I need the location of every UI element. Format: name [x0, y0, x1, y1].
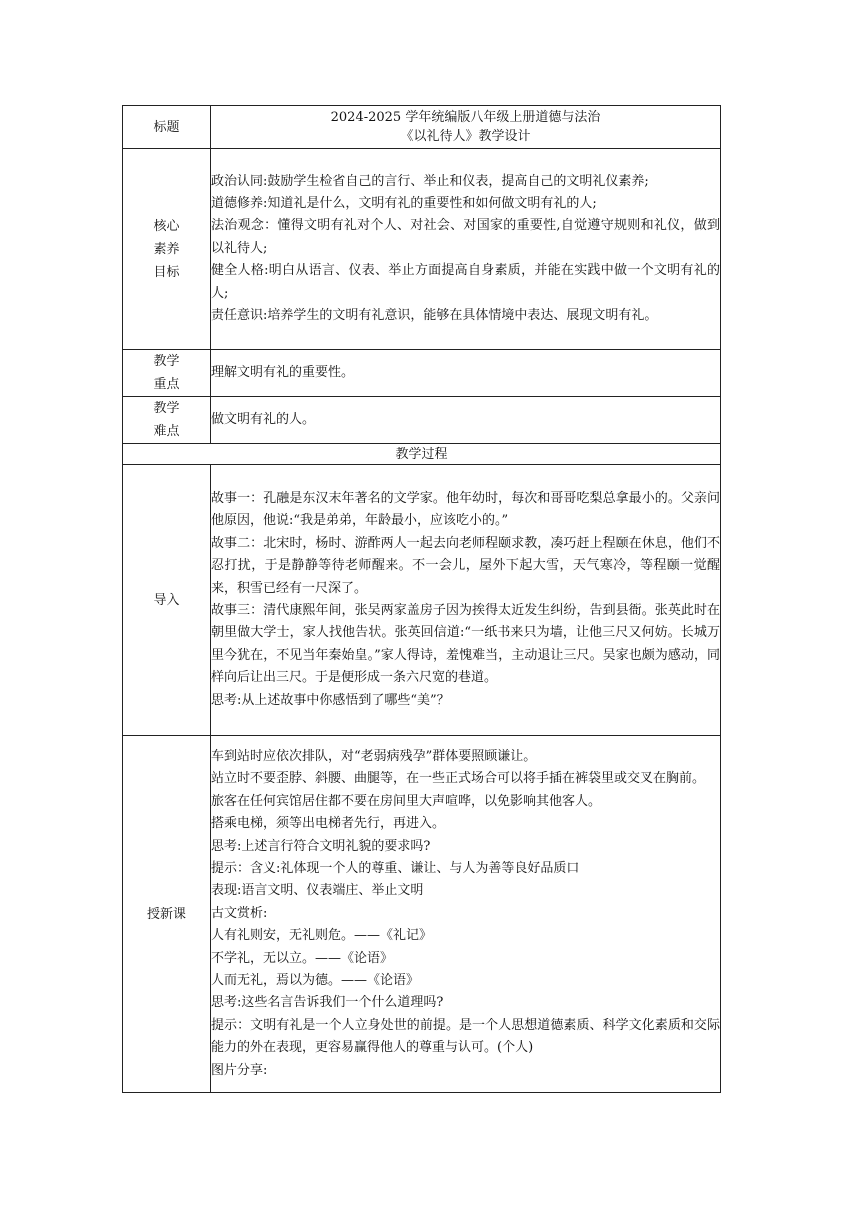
- new-paragraph: 表现:语言文明、仪表端庄、举止文明: [211, 883, 424, 899]
- goal-item: 道德修养:知道礼是什么，文明有礼的重要性和如何做文明有礼的人;: [211, 195, 597, 211]
- goals-label: [123, 149, 211, 350]
- goal-item: 法治观念：懂得文明有礼对个人、对社会、对国家的重要性,自觉遵守规则和礼仪，做到以礼待人;: [211, 218, 720, 256]
- new-paragraph: 思考:这些名言告诉我们一个什么道理吗?: [211, 995, 444, 1011]
- difficulty-row: [123, 397, 721, 444]
- key-point-row: [123, 350, 721, 397]
- goal-item: 责任意识:培养学生的文明有礼意识，能够在具体情境中表达、展现文明有礼。: [211, 308, 658, 324]
- goal-item: 政治认同:鼓励学生检省自己的言行、举止和仪表，提高自己的文明礼仪素养;: [211, 173, 649, 189]
- new-paragraph: 旅客在任何宾馆居住都不要在房间里大声喧哗，以免影响其他客人。: [211, 793, 602, 809]
- intro-row: [123, 465, 721, 736]
- key-label-2: 重点: [153, 377, 180, 392]
- goal-item: 健全人格:明白从语言、仪表、举止方面提高自身素质，并能在实践中做一个文明有礼的人;: [211, 263, 720, 301]
- diff-text: 做文明有礼的人。: [211, 397, 721, 444]
- intro-label: 导入: [123, 465, 211, 736]
- new-paragraph: 提示：含义:礼体现一个人的尊重、谦让、与人为善等良好品质口: [211, 860, 580, 876]
- goals-cell: [211, 149, 721, 350]
- key-label-1: 教学: [153, 354, 180, 369]
- title-row: [123, 106, 721, 149]
- intro-paragraph: 思考:从上述故事中你感悟到了哪些“美”？: [211, 692, 450, 708]
- intro-paragraph: 故事三：清代康熙年间，张吴两家盖房子因为挨得太近发生纠纷，告到县衙。张英此时在朝里做大学士，家人找他告状。张英回信道:“一纸书来只为墙，让他三尺又何妨。长城万里今犹在，不见当年秦始皇。”家人得诗，羞愧难当，主动退让三尺。吴家也颇为感动，同样向后让出三尺。于是便形成一条六尺宽的巷道。: [211, 603, 720, 686]
- goals-label-2: 素养: [153, 241, 180, 257]
- process-header: 教学过程: [123, 444, 721, 465]
- title-line-2: 《以礼待人》教学设计: [400, 129, 531, 144]
- intro-paragraph: 故事二：北宋时，杨时、游酢两人一起去向老师程颐求教，凑巧赶上程颐在休息，他们不忍打扰，于是静静等待老师醒来。不一会儿，屋外下起大雪，天气寒冷，等程颐一觉醒来，积雪已经有一尺深了。: [211, 535, 720, 596]
- intro-cell: [211, 465, 721, 736]
- new-paragraph: 搭乘电梯，须等出电梯者先行，再进入。: [211, 816, 446, 832]
- new-cell: [211, 736, 721, 1093]
- new-paragraph: 不学礼，无以立。——《论语》: [211, 950, 394, 966]
- new-lesson-row: [123, 736, 721, 1093]
- goals-label-3: 目标: [153, 264, 180, 280]
- title-cell: [211, 106, 721, 149]
- new-paragraph: 提示：文明有礼是一个人立身处世的前提。是一个人思想道德素质、科学文化素质和交际能力的外在表现，更容易赢得他人的尊重与认可。(个人): [211, 1017, 720, 1056]
- title-label: 标题: [123, 106, 211, 149]
- new-paragraph: 思考:上述言行符合文明礼貌的要求吗?: [211, 838, 431, 854]
- lesson-plan-table: [122, 105, 721, 1093]
- new-paragraph: 古文赏析:: [211, 905, 268, 921]
- diff-label: [123, 397, 211, 444]
- goals-row: [123, 149, 721, 350]
- new-label: 授新课: [123, 736, 211, 1093]
- new-paragraph: 站立时不要歪脖、斜腰、曲腿等，在一些正式场合可以将手插在裤袋里或交叉在胸前。: [211, 771, 706, 787]
- new-paragraph: 图片分享:: [211, 1062, 268, 1078]
- process-header-row: [123, 444, 721, 465]
- key-label: [123, 350, 211, 397]
- diff-label-2: 难点: [153, 424, 180, 439]
- goals-label-1: 核心: [153, 218, 180, 234]
- key-text: 理解文明有礼的重要性。: [211, 350, 721, 397]
- new-paragraph: 人而无礼，焉以为德。——《论语》: [211, 973, 420, 989]
- new-paragraph: 车到站时应依次排队，对“老弱病残孕”群体要照顾谦让。: [211, 748, 537, 764]
- title-line-1: 2024-2025 学年统编版八年级上册道德与法治: [330, 110, 601, 125]
- diff-label-1: 教学: [153, 401, 180, 416]
- intro-paragraph: 故事一：孔融是东汉末年著名的文学家。他年幼时，每次和哥哥吃梨总拿最小的。父亲问他原因，他说:“我是弟弟，年龄最小，应该吃小的。”: [211, 490, 720, 529]
- new-paragraph: 人有礼则安，无礼则危。——《礼记》: [211, 928, 433, 944]
